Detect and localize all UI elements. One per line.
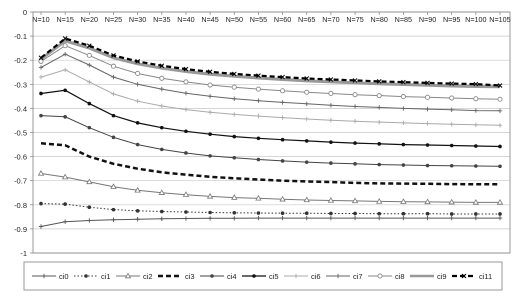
legend-label: ci4 xyxy=(227,272,237,281)
x-tick-label: N=105 xyxy=(489,15,511,24)
data-point xyxy=(232,211,236,215)
x-tick-label: N=65 xyxy=(298,15,316,24)
data-point xyxy=(378,274,382,278)
data-point xyxy=(498,212,502,216)
data-point xyxy=(450,96,454,100)
data-point xyxy=(84,274,88,278)
data-point xyxy=(136,209,140,213)
data-point xyxy=(160,210,164,214)
legend-label: ci6 xyxy=(311,272,321,281)
legend-label: ci3 xyxy=(185,272,195,281)
data-point xyxy=(450,164,454,168)
data-point xyxy=(281,211,285,215)
data-point xyxy=(63,115,67,119)
data-point xyxy=(353,93,357,97)
data-point xyxy=(208,154,212,158)
data-point xyxy=(136,143,140,147)
data-point xyxy=(474,212,478,216)
data-point xyxy=(329,212,333,216)
x-tick-label: N=70 xyxy=(322,15,340,24)
data-point xyxy=(112,114,116,118)
data-point xyxy=(305,90,309,94)
data-point xyxy=(353,162,357,166)
x-tick-label: N=10 xyxy=(32,15,50,24)
data-point xyxy=(329,91,333,95)
data-point xyxy=(88,126,92,130)
x-tick-label: N=30 xyxy=(128,15,147,24)
data-point xyxy=(63,202,67,206)
data-point xyxy=(305,139,309,143)
legend-label: ci2 xyxy=(143,272,153,281)
data-point xyxy=(184,129,188,133)
x-tick-label: N=90 xyxy=(418,15,437,24)
data-point xyxy=(232,156,236,160)
data-point xyxy=(498,97,502,101)
data-point xyxy=(160,126,164,130)
legend xyxy=(24,262,502,290)
data-point xyxy=(329,140,333,144)
data-point xyxy=(402,143,406,147)
x-tick-label: N=100 xyxy=(465,15,487,24)
data-point xyxy=(377,94,381,98)
x-tick-label: N=85 xyxy=(394,15,413,24)
x-tick-label: N=60 xyxy=(273,15,292,24)
data-point xyxy=(112,136,116,140)
data-point xyxy=(39,114,43,118)
x-tick-label: N=55 xyxy=(249,15,268,24)
data-point xyxy=(257,158,261,162)
x-tick-label: N=45 xyxy=(201,15,219,24)
x-tick-label: N=50 xyxy=(225,15,243,24)
data-point xyxy=(498,145,502,149)
data-point xyxy=(112,208,116,212)
data-point xyxy=(88,205,92,209)
data-point xyxy=(88,102,92,106)
x-tick-label: N=20 xyxy=(80,15,99,24)
data-point xyxy=(232,135,236,139)
data-point xyxy=(136,71,140,75)
data-point xyxy=(87,53,91,57)
y-tick-label: -0.9 xyxy=(14,224,27,234)
data-point xyxy=(402,163,406,167)
data-point xyxy=(160,76,164,80)
data-point xyxy=(208,132,212,136)
data-point xyxy=(426,164,430,168)
data-point xyxy=(208,211,212,215)
data-point xyxy=(63,44,67,48)
y-tick-label: -0.5 xyxy=(14,128,27,138)
data-point xyxy=(252,274,256,278)
legend-label: ci5 xyxy=(269,272,279,281)
data-point xyxy=(184,210,188,214)
y-tick-label: -1 xyxy=(20,249,27,258)
data-point xyxy=(353,141,357,145)
data-point xyxy=(425,95,429,99)
data-point xyxy=(305,160,309,164)
data-point xyxy=(450,212,454,216)
legend-label: ci8 xyxy=(395,272,405,281)
data-point xyxy=(353,212,357,216)
x-tick-label: N=75 xyxy=(346,15,364,24)
y-tick-label: -0.6 xyxy=(14,152,27,162)
x-tick-label: N=25 xyxy=(104,15,123,24)
data-point xyxy=(39,202,43,206)
legend-label: ci0 xyxy=(59,272,69,281)
legend-label: ci1 xyxy=(101,272,111,281)
x-tick-label: N=40 xyxy=(177,15,195,24)
data-point xyxy=(257,211,261,215)
x-tick-label: N=95 xyxy=(442,15,461,24)
data-point xyxy=(111,64,115,68)
data-point xyxy=(281,138,285,142)
data-point xyxy=(426,212,430,216)
data-point xyxy=(281,159,285,163)
x-tick-label: N=15 xyxy=(56,15,74,24)
data-point xyxy=(401,94,405,98)
legend-label: ci9 xyxy=(437,272,447,281)
data-point xyxy=(377,163,381,167)
data-point xyxy=(377,212,381,216)
data-point xyxy=(474,164,478,168)
x-tick-label: N=35 xyxy=(153,15,171,24)
y-tick-label: -0.4 xyxy=(14,104,27,114)
data-point xyxy=(474,97,478,101)
data-point xyxy=(136,121,140,125)
data-point xyxy=(402,212,406,216)
y-tick-label: 0 xyxy=(22,8,27,17)
data-point xyxy=(450,144,454,148)
y-tick-label: -0.7 xyxy=(14,176,27,186)
data-point xyxy=(184,151,188,155)
data-point xyxy=(160,148,164,152)
data-point xyxy=(208,83,212,87)
y-tick-label: -0.3 xyxy=(14,80,27,90)
data-point xyxy=(498,164,502,168)
data-point xyxy=(63,89,67,93)
data-point xyxy=(426,143,430,147)
legend-label: ci7 xyxy=(353,272,363,281)
y-tick-label: -0.1 xyxy=(14,32,27,42)
data-point xyxy=(210,274,214,278)
y-tick-label: -0.2 xyxy=(14,56,27,66)
x-tick-label: N=80 xyxy=(370,15,388,24)
data-point xyxy=(280,89,284,93)
data-point xyxy=(329,161,333,165)
data-point xyxy=(377,142,381,146)
data-point xyxy=(39,92,43,96)
y-tick-label: -0.8 xyxy=(14,200,27,210)
data-point xyxy=(257,136,261,140)
data-point xyxy=(232,85,236,89)
data-point xyxy=(184,80,188,84)
data-point xyxy=(256,87,260,91)
legend-label: ci11 xyxy=(479,272,493,281)
data-point xyxy=(474,144,478,148)
data-point xyxy=(305,211,309,215)
